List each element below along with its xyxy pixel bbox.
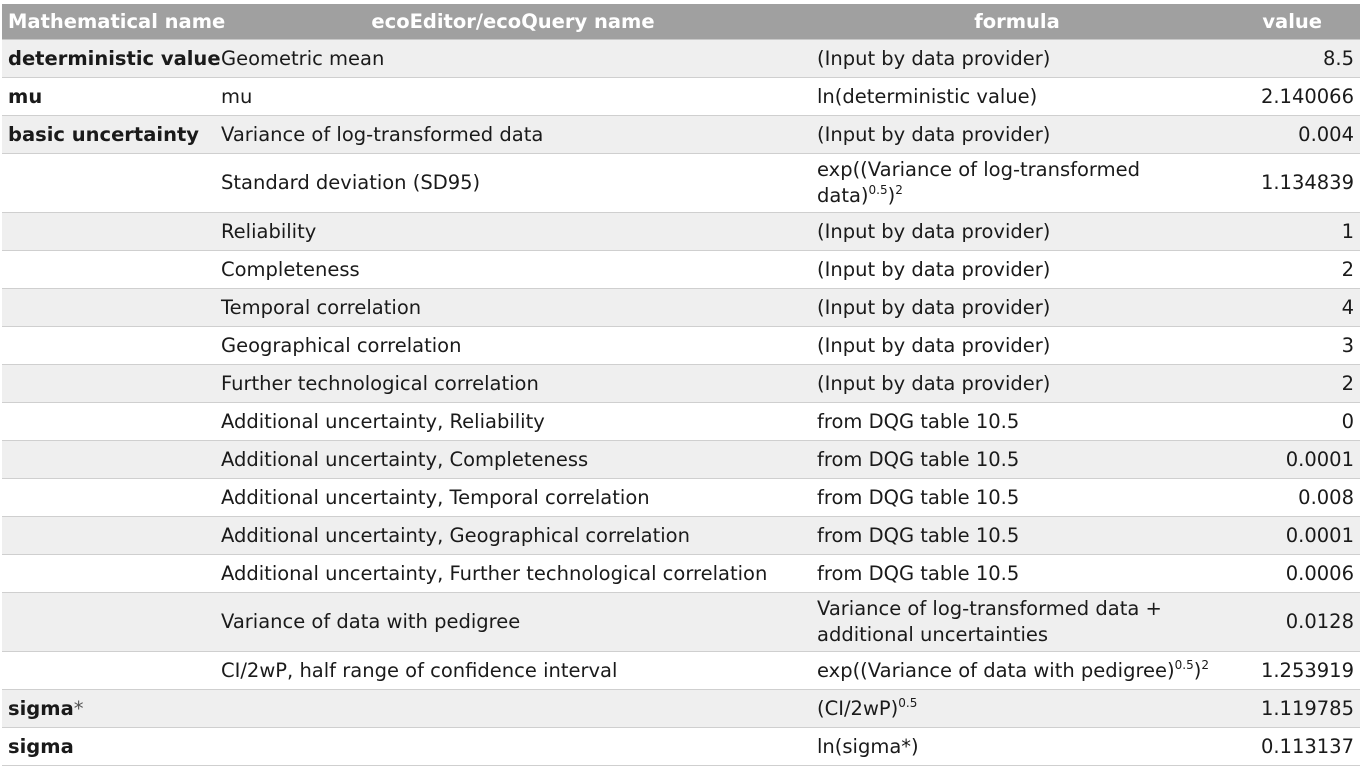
formula-exponent: 2 bbox=[895, 183, 903, 197]
eco-name-cell: Additional uncertainty, Geographical correlation bbox=[215, 517, 811, 555]
eco-name-cell: Additional uncertainty, Temporal correlation bbox=[215, 479, 811, 517]
math-name-cell: mu bbox=[2, 78, 215, 116]
math-name-cell bbox=[2, 593, 215, 652]
formula-cell: from DQG table 10.5 bbox=[811, 403, 1223, 441]
math-name-cell bbox=[2, 403, 215, 441]
formula-exponent: 2 bbox=[1201, 657, 1209, 672]
formula-cell bbox=[811, 154, 1223, 213]
math-name-cell bbox=[2, 154, 215, 213]
table-row bbox=[2, 690, 1360, 728]
formula-cell: (Input by data provider) bbox=[811, 289, 1223, 327]
formula-main: exp((Variance of data with pedigree) bbox=[817, 658, 1175, 682]
table-row bbox=[2, 251, 1360, 289]
table-header-row bbox=[2, 4, 1360, 40]
table-row bbox=[2, 78, 1360, 116]
eco-name-cell: Additional uncertainty, Reliability bbox=[215, 403, 811, 441]
value-cell: 1.253919 bbox=[1223, 652, 1360, 690]
formula-cell: from DQG table 10.5 bbox=[811, 441, 1223, 479]
formula-cell: from DQG table 10.5 bbox=[811, 479, 1223, 517]
value-cell: 1.119785 bbox=[1223, 690, 1360, 728]
table-row bbox=[2, 593, 1360, 652]
math-name-cell: deterministic value bbox=[2, 40, 215, 78]
formula-exponent: 0.5 bbox=[1174, 657, 1194, 672]
table-row bbox=[2, 403, 1360, 441]
eco-name-cell: Further technological correlation bbox=[215, 365, 811, 403]
math-name-cell bbox=[2, 327, 215, 365]
table-row bbox=[2, 40, 1360, 78]
value-cell: 0.0001 bbox=[1223, 441, 1360, 479]
formula-cell: from DQG table 10.5 bbox=[811, 517, 1223, 555]
eco-name-cell: Temporal correlation bbox=[215, 289, 811, 327]
value-cell: 0.008 bbox=[1223, 479, 1360, 517]
table-row bbox=[2, 116, 1360, 154]
table-row bbox=[2, 517, 1360, 555]
formula-cell: (Input by data provider) bbox=[811, 40, 1223, 78]
value-cell: 2 bbox=[1223, 365, 1360, 403]
formula-cell: (Input by data provider) bbox=[811, 116, 1223, 154]
value-cell: 2.140066 bbox=[1223, 78, 1360, 116]
value-cell: 1.134839 bbox=[1223, 154, 1360, 213]
eco-name-cell: Variance of log-transformed data bbox=[215, 116, 811, 154]
math-name-cell bbox=[2, 479, 215, 517]
formula-cell: (Input by data provider) bbox=[811, 213, 1223, 251]
value-cell: 4 bbox=[1223, 289, 1360, 327]
formula-paren: ) bbox=[887, 184, 896, 207]
table-row bbox=[2, 441, 1360, 479]
eco-name-cell: Standard deviation (SD95) bbox=[215, 154, 811, 213]
value-cell: 1 bbox=[1223, 213, 1360, 251]
table-row bbox=[2, 213, 1360, 251]
value-cell: 0.0128 bbox=[1223, 593, 1360, 652]
math-name-cell bbox=[2, 690, 215, 728]
table-row bbox=[2, 289, 1360, 327]
formula-cell: (Input by data provider) bbox=[811, 251, 1223, 289]
header-math-name: Mathematical name bbox=[2, 4, 215, 40]
value-cell: 8.5 bbox=[1223, 40, 1360, 78]
math-name-cell bbox=[2, 213, 215, 251]
formula-cell: ln(sigma*) bbox=[811, 728, 1223, 766]
formula-cell: Variance of log-transformed data + additional uncertainties bbox=[811, 593, 1223, 652]
eco-name-cell: Additional uncertainty, Further technological correlation bbox=[215, 555, 811, 593]
table-row bbox=[2, 479, 1360, 517]
formula-main: exp((Variance of log-transformed data) bbox=[817, 158, 1140, 207]
value-cell: 0.113137 bbox=[1223, 728, 1360, 766]
math-name-cell bbox=[2, 517, 215, 555]
formula-cell: ln(deterministic value) bbox=[811, 78, 1223, 116]
table-row bbox=[2, 327, 1360, 365]
table-row bbox=[2, 555, 1360, 593]
math-name-cell: basic uncertainty bbox=[2, 116, 215, 154]
asterisk-suffix: * bbox=[73, 696, 84, 720]
value-cell: 3 bbox=[1223, 327, 1360, 365]
formula-cell bbox=[811, 652, 1223, 690]
eco-name-cell bbox=[215, 690, 811, 728]
formula-cell bbox=[811, 690, 1223, 728]
header-eco-name: ecoEditor/ecoQuery name bbox=[215, 4, 811, 40]
eco-name-cell: mu bbox=[215, 78, 811, 116]
header-formula: formula bbox=[811, 4, 1223, 40]
eco-name-cell: CI/2wP, half range of confidence interval bbox=[215, 652, 811, 690]
math-name-cell bbox=[2, 652, 215, 690]
math-name-cell bbox=[2, 365, 215, 403]
value-cell: 2 bbox=[1223, 251, 1360, 289]
value-cell: 0.0006 bbox=[1223, 555, 1360, 593]
formula-paren: ) bbox=[1193, 658, 1202, 682]
value-cell: 0.0001 bbox=[1223, 517, 1360, 555]
pedigree-table bbox=[2, 4, 1360, 766]
eco-name-cell: Completeness bbox=[215, 251, 811, 289]
eco-name-cell: Additional uncertainty, Completeness bbox=[215, 441, 811, 479]
math-name-cell: sigma bbox=[2, 728, 215, 766]
table-row bbox=[2, 652, 1360, 690]
formula-cell: (Input by data provider) bbox=[811, 365, 1223, 403]
formula-cell: (Input by data provider) bbox=[811, 327, 1223, 365]
formula-cell: from DQG table 10.5 bbox=[811, 555, 1223, 593]
table-row bbox=[2, 728, 1360, 766]
eco-name-cell: Variance of data with pedigree bbox=[215, 593, 811, 652]
formula-exponent: 0.5 bbox=[898, 695, 918, 710]
table-row bbox=[2, 154, 1360, 213]
math-name-cell bbox=[2, 555, 215, 593]
math-name-cell bbox=[2, 441, 215, 479]
math-name-text: sigma bbox=[8, 696, 74, 720]
eco-name-cell bbox=[215, 728, 811, 766]
value-cell: 0 bbox=[1223, 403, 1360, 441]
header-value: value bbox=[1223, 4, 1360, 40]
math-name-cell bbox=[2, 289, 215, 327]
eco-name-cell: Reliability bbox=[215, 213, 811, 251]
math-name-cell bbox=[2, 251, 215, 289]
formula-main: (CI/2wP) bbox=[817, 696, 899, 720]
eco-name-cell: Geographical correlation bbox=[215, 327, 811, 365]
table-row bbox=[2, 365, 1360, 403]
value-cell: 0.004 bbox=[1223, 116, 1360, 154]
eco-name-cell: Geometric mean bbox=[215, 40, 811, 78]
formula-exponent: 0.5 bbox=[868, 183, 888, 197]
